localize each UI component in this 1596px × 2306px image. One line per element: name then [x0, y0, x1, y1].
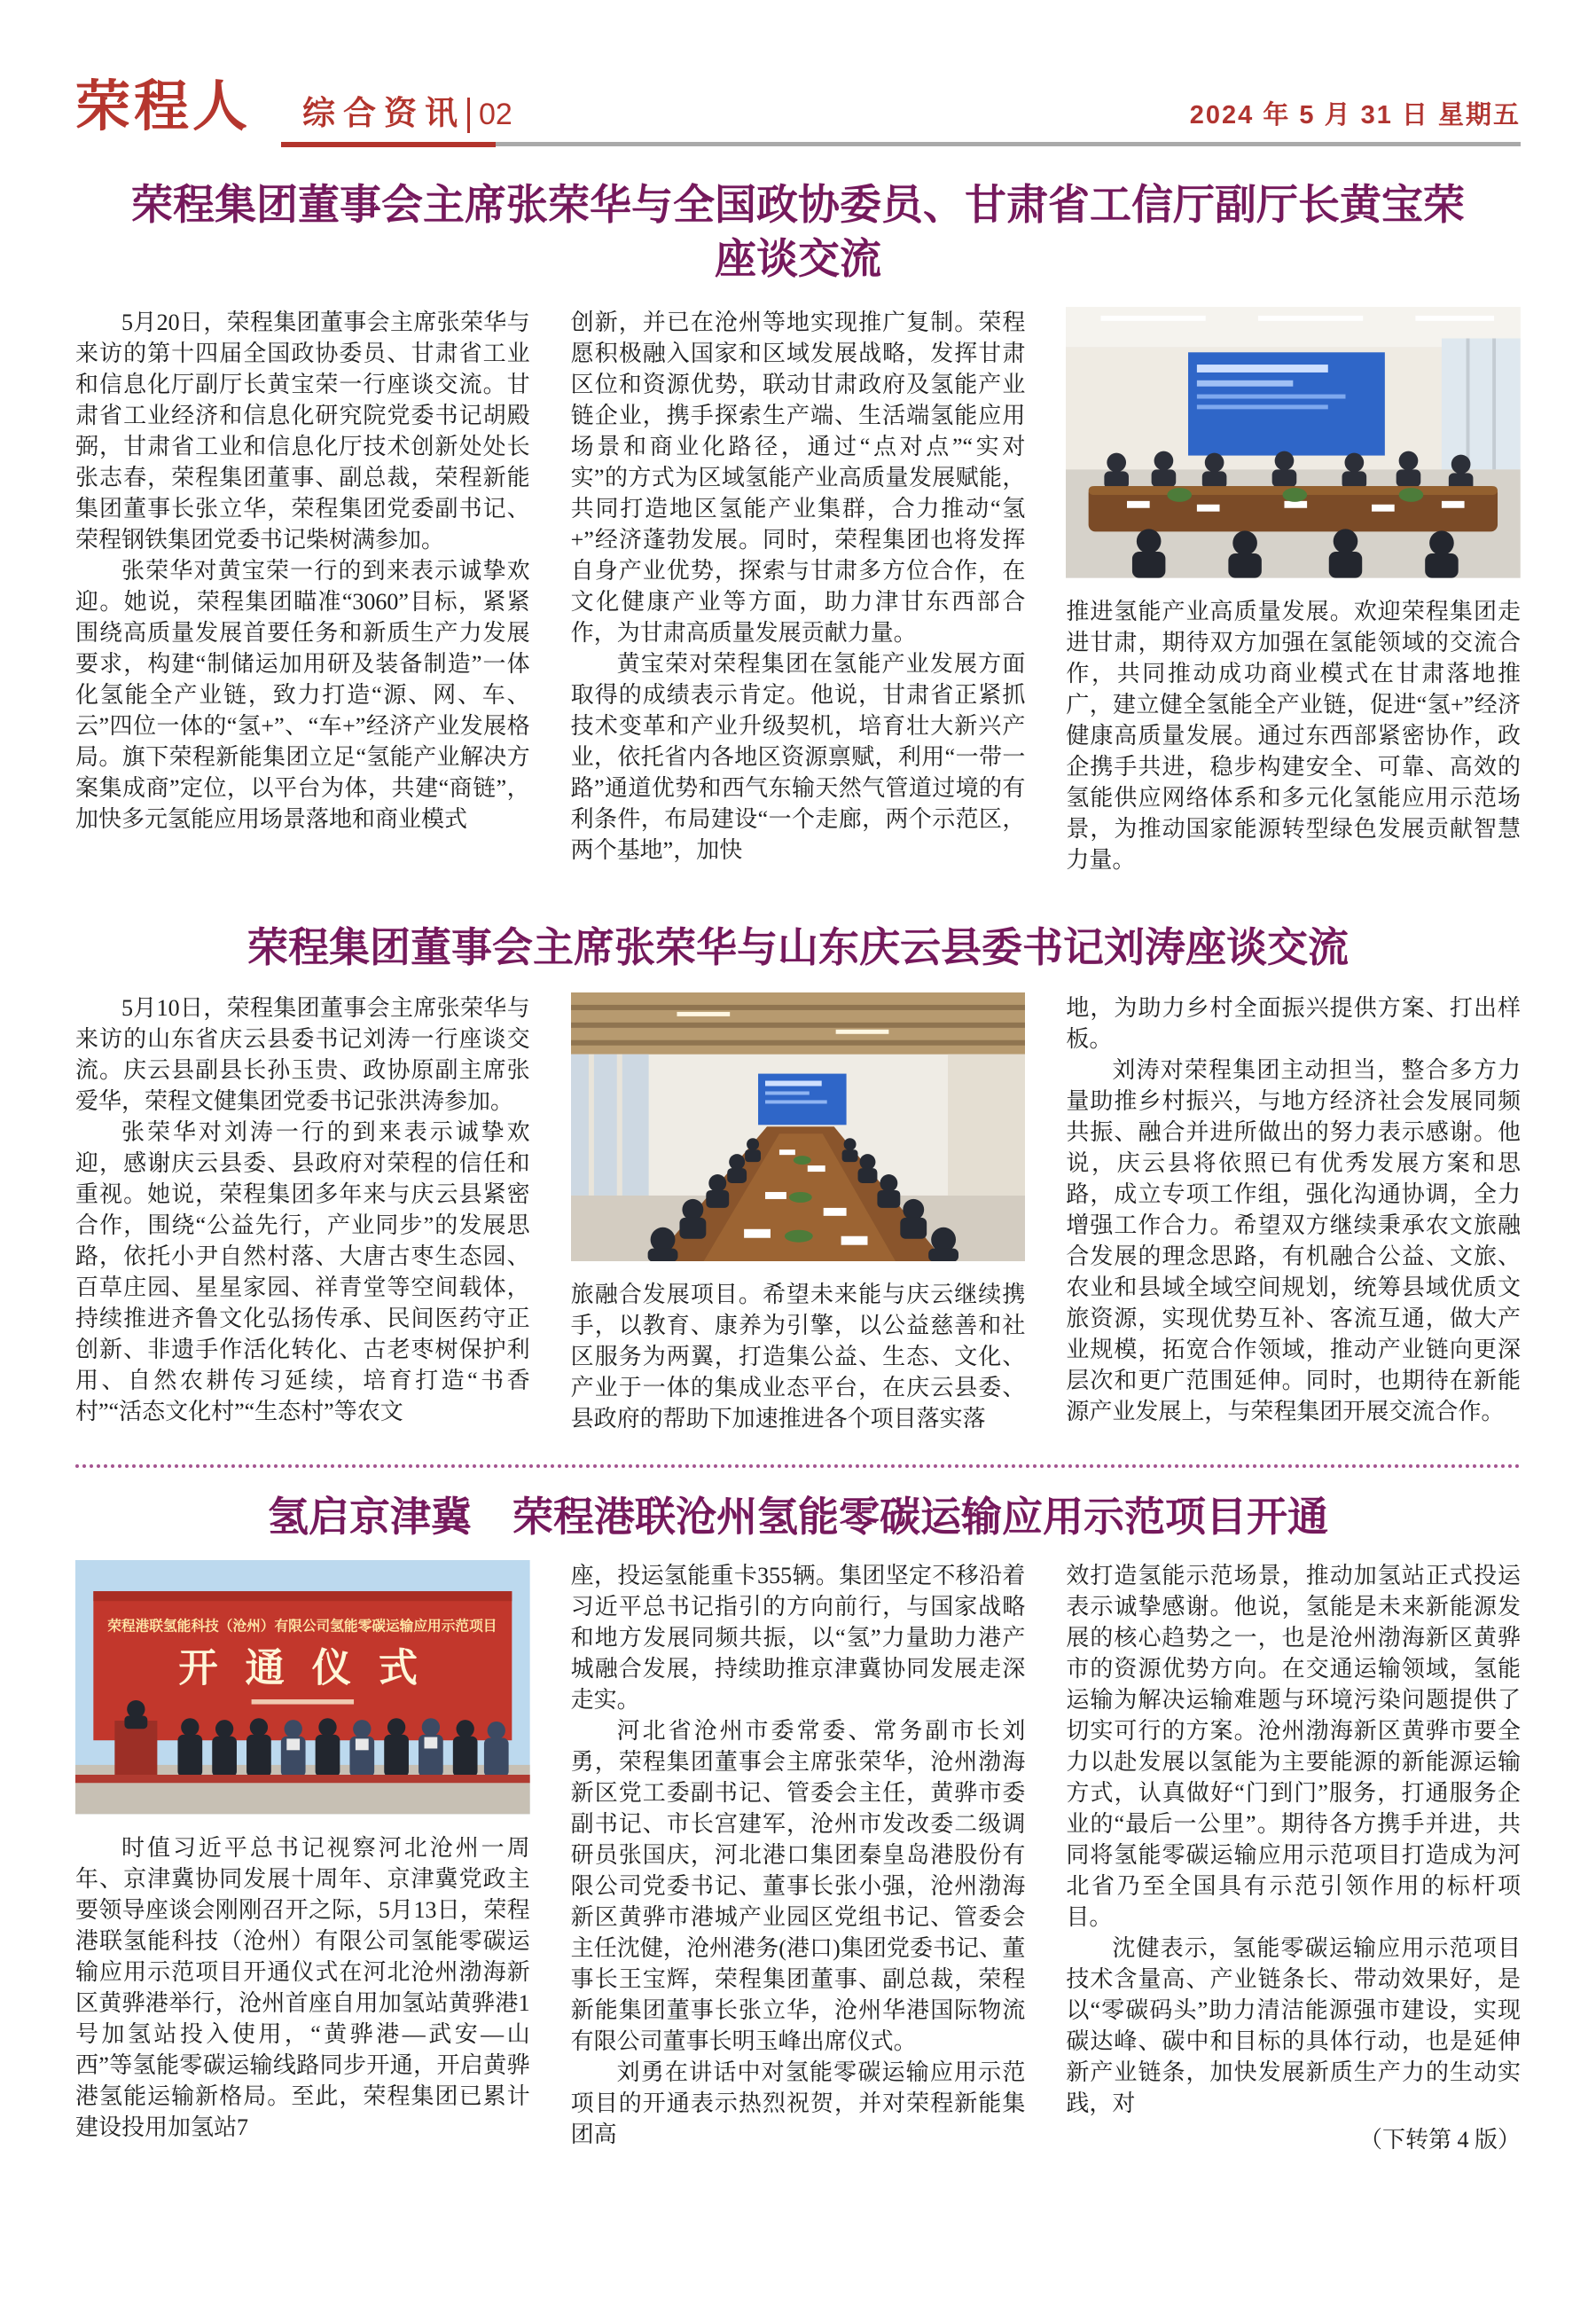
article2-meeting-photo: [571, 992, 1026, 1262]
article3-title: 氢启京津冀 荣程港联沧州氢能零碳运输应用示范项目开通: [268, 1494, 1328, 1541]
article-paragraph: 张荣华对黄宝荣一行的到来表示诚挚欢迎。她说，荣程集团瞄准“3060”目标，紧紧围绕高质量发展首要任务和新质生产力发展要求，构建“制储运加用研及装备制造”一体化氢能全产业链，致力打造“源、网、车、云”四位一体的“氢+”、“车+”经济产业发展格局。旗下荣程新能集团立足“氢能产业解决方案集成商”定位，以平台为体，共建“商链”，加快多元氢能应用场景落地和商业模式: [75, 558, 530, 832]
article-paragraph: 沈健表示，氢能零碳运输应用示范项目技术含量高、产业链条长、带动效果好，是以“零碳码头”助力清洁能源强市建设，实现碳达峰、碳中和目标的具体行动，也是延伸新产业链条，加快发展新质生产力的生动实践，对: [1066, 1935, 1521, 2117]
issue-date: 2024 年 5 月 31 日 星期五: [1189, 101, 1521, 129]
article2-column1: [75, 992, 530, 1435]
article3-body: [75, 1560, 1521, 2155]
masthead-rule-gray: [496, 142, 1521, 146]
section-name: 综合资讯: [302, 95, 466, 131]
article1-column3: [1066, 307, 1521, 875]
page-number: 02: [479, 98, 512, 131]
article2-column3: [1066, 992, 1521, 1435]
article-paragraph: 黄宝荣对荣程集团在氢能产业发展方面取得的成绩表示肯定。他说，甘肃省正紧抓技术变革和产业升级契机，培育壮大新兴产业，依托省内各地区资源禀赋，利用“一带一路”通道优势和西气东输天然气管道过境的有利条件，布局建设“一个走廊，两个示范区，两个基地”，加快: [570, 651, 1026, 863]
newspaper-logo: 荣程人: [75, 77, 252, 137]
masthead-rule-red: [281, 142, 496, 147]
article2-title: 荣程集团董事会主席张荣华与山东庆云县委书记刘涛座谈交流: [247, 923, 1349, 970]
projection-screen: [1188, 352, 1385, 455]
article2-column2: [571, 992, 1026, 1435]
article-paragraph: 地，为助力乡村全面振兴提供方案、打出样板。: [1066, 994, 1521, 1052]
article1-title-line1: 荣程集团董事会主席张荣华与全国政协委员、甘肃省工信厅副厅长黄宝荣: [131, 181, 1465, 228]
article3-column3: [1066, 1560, 1521, 2155]
article-paragraph: 5月10日，荣程集团董事会主席张荣华与来访的山东省庆云县委书记刘涛一行座谈交流。庆云县副县长孙玉贵、政协原副主席张爱华，荣程文健集团党委书记张洪涛参加。: [75, 994, 530, 1114]
article1-body: [75, 307, 1521, 875]
article-paragraph: 时值习近平总书记视察河北沧州一周年、京津冀协同发展十周年、京津冀党政主要领导座谈会刚刚召开之际，5月13日，荣程港联氢能科技（沧州）有限公司氢能零碳运输应用示范项目开通仪式在河北沧州渤海新区黄骅港举行，沧州首座自用加氢站黄骅港1号加氢站投入使用，“黄骅港—武安—山西”等氢能零碳运输线路同步开通，开启黄骅港氢能运输新格局。至此，荣程集团已累计建设投用加氢站7: [75, 1834, 530, 2140]
article1-title-line2: 座谈交流: [715, 235, 881, 282]
article-paragraph: 刘勇在讲话中对氢能零碳运输应用示范项目的开通表示热烈祝贺，并对荣程新能集团高: [570, 2059, 1026, 2148]
article3-column2: [571, 1560, 1026, 2155]
projection-screen: [758, 1073, 847, 1125]
article1-column2: [571, 307, 1026, 875]
article1-meeting-photo: [1066, 307, 1521, 578]
article-paragraph: 河北省沧州市委常委、常务副市长刘勇，荣程集团董事会主席张荣华，沧州渤海新区党工委副书记、管委会主任，黄骅市委副书记、市长宫建军，沧州市发改委二级调研员张国庆，河北港口集团秦皇岛港股份有限公司党委书记、董事长张小强，沧州渤海新区黄骅市港城产业园区党组书记、管委会主任沈健，沧州港务(港口)集团党委书记、董事长王宝辉，荣程集团董事、副总裁，荣程新能集团董事长张立华，沧州华港国际物流有限公司董事长明玉峰出席仪式。: [570, 1718, 1026, 2055]
article3-ceremony-photo: [75, 1560, 530, 1814]
article3-column1: [75, 1560, 530, 2155]
article-paragraph: 旅融合发展项目。希望未来能与庆云继续携手，以教育、康养为引擎，以公益慈善和社区服务为两翼，打造集公益、生态、文化、产业于一体的集成业态平台，在庆云县委、县政府的帮助下加速推进各个项目落实落: [570, 1282, 1026, 1432]
ceremony-backdrop: [93, 1591, 512, 1740]
article-separator: [75, 1464, 1521, 1468]
continuation-note: （下转第 4 版）: [1358, 2127, 1521, 2153]
article-paragraph: 座，投运氢能重卡355辆。集团坚定不移沿着习近平总书记指引的方向前行，与国家战略和地方发展同频共振，以“氢”力量助力港产城融合发展，持续助推京津冀协同发展走深走实。: [570, 1563, 1026, 1714]
article2-body: [75, 992, 1521, 1435]
header-divider: [467, 98, 470, 133]
article-paragraph: 效打造氢能示范场景，推动加氢站正式投运表示诚挚感谢。他说，氢能是未来新能源发展的核心趋势之一，也是沧州渤海新区黄骅市的资源优势方向。在交通运输领域，氢能运输为解决运输难题与环境污染问题提供了切实可行的方案。沧州渤海新区黄骅市要全力以赴发展以氢能为主要能源的新能源运输方式，认真做好“门到门”服务，打通服务企业的“最后一公里”。期待各方携手并进，共同将氢能零碳运输应用示范项目打造成为河北省乃至全国具有示范引领作用的标杆项目。: [1066, 1563, 1521, 1931]
article-paragraph: 推进氢能产业高质量发展。欢迎荣程集团走进甘肃，期待双方加强在氢能领域的交流合作，共同推动成功商业模式在甘肃落地推广，建立健全氢能全产业链，促进“氢+”经济健康高质量发展。通过东西部紧密协作，政企携手共进，稳步构建安全、可靠、高效的氢能供应网络体系和多元化氢能应用示范场景，为推动国家能源转型绿色发展贡献智慧力量。: [1066, 598, 1521, 873]
article-paragraph: 创新，并已在沧州等地实现推广复制。荣程愿积极融入国家和区域发展战略，发挥甘肃区位和资源优势，联动甘肃政府及氢能产业链企业，携手探索生产端、生活端氢能应用场景和商业化路径，通过“点对点”“实对实”的方式为区域氢能产业高质量发展赋能，共同打造地区氢能产业集群，合力推动“氢+”经济蓬勃发展。同时，荣程集团也将发挥自身产业优势，探索与甘肃多方位合作，在文化健康产业等方面，助力津甘东西部合作，为甘肃高质量发展贡献力量。: [570, 310, 1026, 646]
article-paragraph: 5月20日，荣程集团董事会主席张荣华与来访的第十四届全国政协委员、甘肃省工业和信息化厅副厅长黄宝荣一行座谈交流。甘肃省工业经济和信息化研究院党委书记胡殿弼，甘肃省工业和信息化厅技术创新处处长张志春，荣程集团董事、副总裁，荣程新能集团董事长张立华，荣程集团党委副书记、荣程钢铁集团党委书记柴树满参加。: [75, 310, 530, 553]
masthead: [75, 0, 1521, 147]
banner-line2: 开 通 仪 式: [178, 1646, 426, 1690]
banner-line1: 荣程港联氢能科技（沧州）有限公司氢能零碳运输应用示范项目: [107, 1619, 497, 1635]
article1-title: [75, 177, 1521, 286]
article1-column1: [75, 307, 530, 875]
article-paragraph: 刘涛对荣程集团主动担当，整合多方力量助推乡村振兴，与地方经济社会发展同频共振、融合并进所做出的努力表示感谢。他说，庆云县将依照已有优秀发展方案和思路，成立专项工作组，强化沟通协调，全力增强工作合力。希望双方继续秉承农文旅融合发展的理念思路，有机融合公益、文旅、农业和县域全域空间规划，统筹县域优质文旅资源，实现优势互补、客流互通，做大产业规模，拓宽合作领域，推动产业链向更深层次和更广范围延伸。同时，也期待在新能源产业发展上，与荣程集团开展交流合作。: [1066, 1056, 1521, 1424]
article-paragraph: 张荣华对刘涛一行的到来表示诚挚欢迎，感谢庆云县委、县政府对荣程的信任和重视。她说，荣程集团多年来与庆云县紧密合作，围绕“公益先行，产业同步”的发展思路，依托小尹自然村落、大唐古枣生态园、百草庄园、星星家园、祥青堂等空间载体，持续推进齐鲁文化弘扬传承、民间医药守正创新、非遗手作活化转化、古老枣树保护利用、自然农耕传习延续，培育打造“书香村”“活态文化村”“生态村”等农文: [75, 1118, 530, 1424]
